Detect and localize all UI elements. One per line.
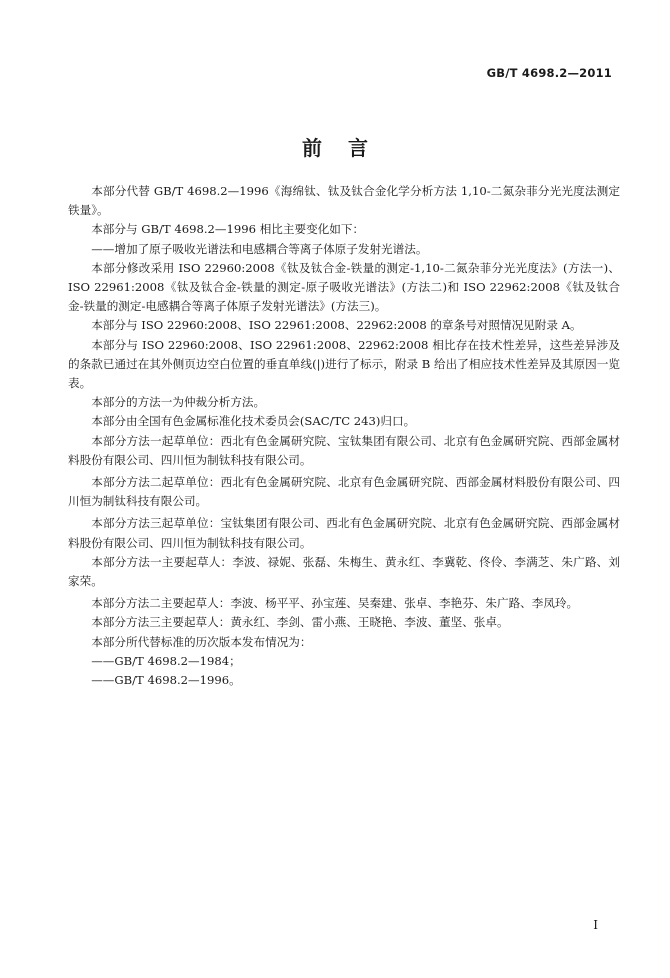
paragraph: 本部分与 GB/T 4698.2—1996 相比主要变化如下：	[91, 222, 365, 237]
paragraph: 本部分与 ISO 22960:2008、ISO 22961:2008、22962:2008 的章条号对照情况见附录 A。	[91, 318, 582, 333]
paragraph: 本部分代替 GB/T 4698.2—1996《海绵钛、钛及钛合金化学分析方法 1,10-二氮杂菲分光光度法测定铁量》。	[68, 184, 620, 218]
paragraph: 本部分方法二起草单位：西北有色金属研究院、北京有色金属研究院、西部金属材料股份有限公司、四川恒为制钛科技有限公司。	[68, 475, 620, 509]
paragraph: ——GB/T 4698.2—1984；	[91, 653, 241, 668]
foreword-body	[68, 182, 620, 690]
paragraph: 本部分由全国有色金属标准化技术委员会(SAC/TC 243)归口。	[91, 414, 416, 429]
paragraph: 本部分方法一起草单位：西北有色金属研究院、宝钛集团有限公司、北京有色金属研究院、西部金属材料股份有限公司、四川恒为制钛科技有限公司。	[68, 433, 620, 467]
paragraph: 本部分与 ISO 22960:2008、ISO 22961:2008、22962:2008 相比存在技术性差异，这些差异涉及的条款已通过在其外侧页边空白位置的垂直单线(|)进行了标示，附录 B 给出了相应技术性差异及其原因一览表。	[68, 337, 620, 391]
paragraph: 本部分所代替标准的历次版本发布情况为：	[91, 634, 312, 649]
paragraph: 本部分方法三起草单位：宝钛集团有限公司、西北有色金属研究院、北京有色金属研究院、西部金属材料股份有限公司、四川恒为制钛科技有限公司。	[68, 516, 620, 550]
paragraph: 本部分修改采用 ISO 22960:2008《钛及钛合金-铁量的测定-1,10-二氮杂菲分光光度法》(方法一)、ISO 22961:2008《钛及钛合金-铁量的测定-原子吸收光谱法》(方法二)和 ISO 22962:2008《钛及钛合金-铁量的测定-电感耦合等离子体原子发射光谱法》(方法三)。	[68, 260, 620, 314]
standard-number: GB/T 4698.2—2011	[486, 66, 612, 80]
paragraph: 本部分方法二主要起草人：李波、杨平平、孙宝莲、吴秦建、张卓、李艳芬、朱广路、李凤玲。	[91, 596, 579, 611]
paragraph: ——GB/T 4698.2—1996。	[91, 673, 241, 688]
paragraph: 本部分方法一主要起草人：李波、禄妮、张磊、朱梅生、黄永红、李冀乾、佟伶、李满芝、朱广路、刘家荣。	[68, 554, 620, 589]
paragraph: 本部分方法三主要起草人：黄永红、李剑、雷小燕、王晓艳、李波、董坚、张卓。	[91, 615, 509, 630]
page-title: 前言	[302, 136, 394, 160]
page-number: I	[593, 918, 598, 932]
paragraph: ——增加了原子吸收光谱法和电感耦合等离子体原子发射光谱法。	[91, 241, 428, 256]
paragraph: 本部分的方法一为仲裁分析方法。	[91, 395, 266, 410]
